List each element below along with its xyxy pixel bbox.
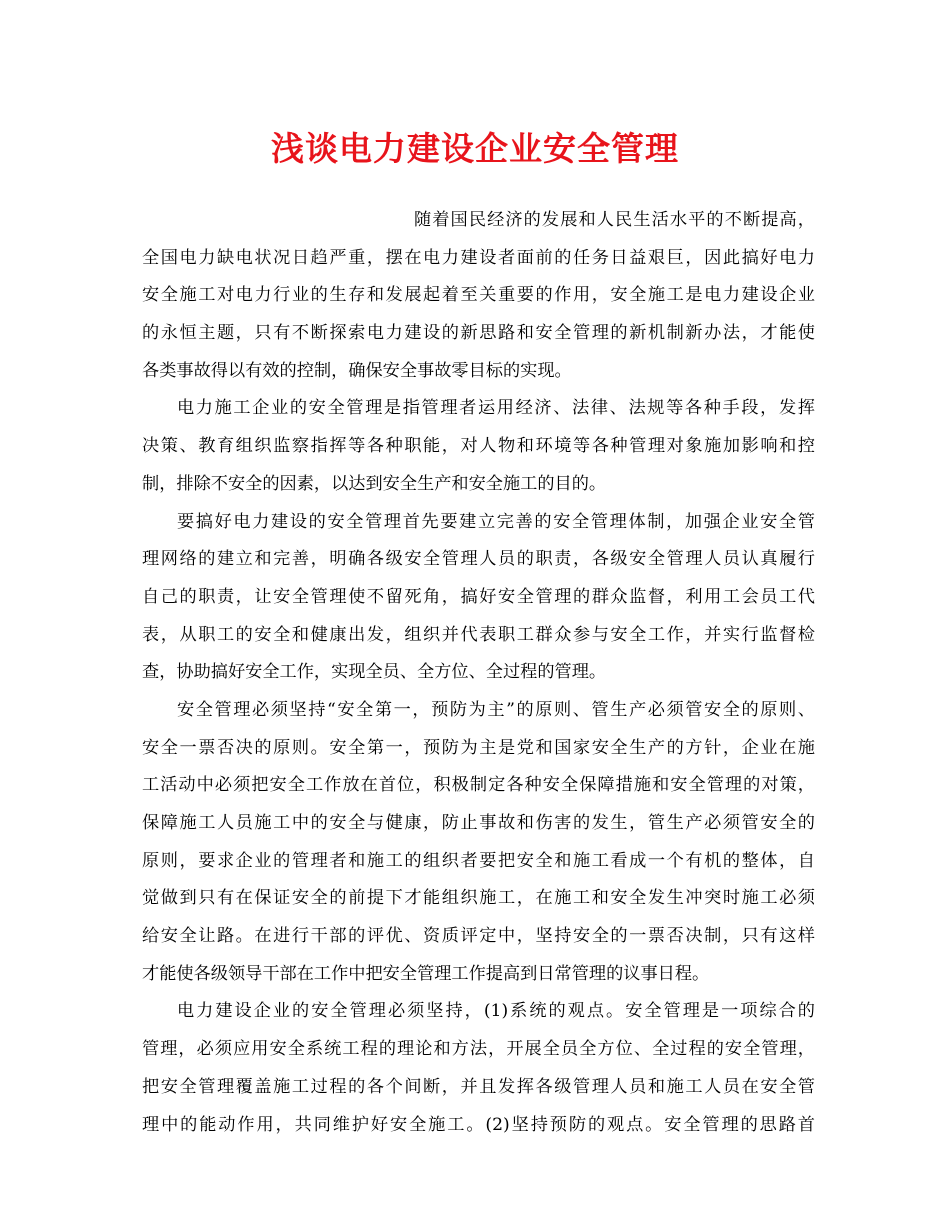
text-line: 才能使各级领导干部在工作中把安全管理工作提高到日常管理的议事日程。 <box>142 963 710 984</box>
text-line: 查，协助搞好安全工作，实现全员、全方位、全过程的管理。 <box>142 662 607 683</box>
text-line: 理网络的建立和完善，明确各级安全管理人员的职责，各级安全管理人员认真履行 <box>142 549 815 570</box>
text-line: 给安全让路。在进行干部的评优、资质评定中，坚持安全的一票否决制，只有这样 <box>142 926 815 947</box>
text-line: 觉做到只有在保证安全的前提下才能组织施工，在施工和安全发生冲突时施工必须 <box>142 888 815 909</box>
text-line: 安全施工对电力行业的生存和发展起着至关重要的作用，安全施工是电力建设企业 <box>142 285 815 306</box>
text-line: 安全一票否决的原则。安全第一，预防为主是党和国家安全生产的方针，企业在施 <box>142 737 815 758</box>
text-line: 工活动中必须把安全工作放在首位，积极制定各种安全保障措施和安全管理的对策， <box>142 775 815 796</box>
text-line: 管理，必须应用安全系统工程的理论和方法，开展全员全方位、全过程的安全管理， <box>142 1039 815 1060</box>
text-line: 随着国民经济的发展和人民生活水平的不断提高， <box>414 210 815 230</box>
text-line: 制，排除不安全的因素，以达到安全生产和安全施工的目的。 <box>142 473 607 494</box>
text-line: 表，从职工的安全和健康出发，组织并代表职工群众参与安全工作，并实行监督检 <box>142 624 815 645</box>
text-line: 把安全管理覆盖施工过程的各个间断，并且发挥各级管理人员和施工人员在安全管 <box>142 1076 815 1097</box>
text-line: 保障施工人员施工中的安全与健康，防止事故和伤害的发生，管生产必须管安全的 <box>142 813 815 833</box>
document-title: 浅谈电力建设企业安全管理 <box>271 129 679 168</box>
text-line: 全国电力缺电状况日趋严重，摆在电力建设者面前的任务日益艰巨，因此搞好电力 <box>142 247 815 268</box>
text-line: 理中的能动作用，共同维护好安全施工。(2)坚持预防的观点。安全管理的思路首 <box>142 1114 815 1135</box>
text-line: 电力施工企业的安全管理是指管理者运用经济、法律、法规等各种手段，发挥 <box>177 398 815 419</box>
text-line: 决策、教育组织监察指挥等各种职能，对人物和环境等各种管理对象施加影响和控 <box>142 436 815 457</box>
text-line: 各类事故得以有效的控制，确保安全事故零目标的实现。 <box>142 360 572 381</box>
text-line: 的永恒主题，只有不断探索电力建设的新思路和安全管理的新机制新办法，才能使 <box>142 323 815 344</box>
text-line: 原则，要求企业的管理者和施工的组织者要把安全和施工看成一个有机的整体，自 <box>142 850 815 871</box>
text-line: 电力建设企业的安全管理必须坚持，(1)系统的观点。安全管理是一项综合的 <box>177 1001 815 1022</box>
text-line: 要搞好电力建设的安全管理首先要建立完善的安全管理体制，加强企业安全管 <box>177 511 815 532</box>
text-line: 安全管理必须坚持“安全第一，预防为主”的原则、管生产必须管安全的原则、 <box>177 699 815 720</box>
text-line: 自己的职责，让安全管理使不留死角，搞好安全管理的群众监督，利用工会员工代 <box>142 586 815 607</box>
document-body <box>142 202 815 1144</box>
